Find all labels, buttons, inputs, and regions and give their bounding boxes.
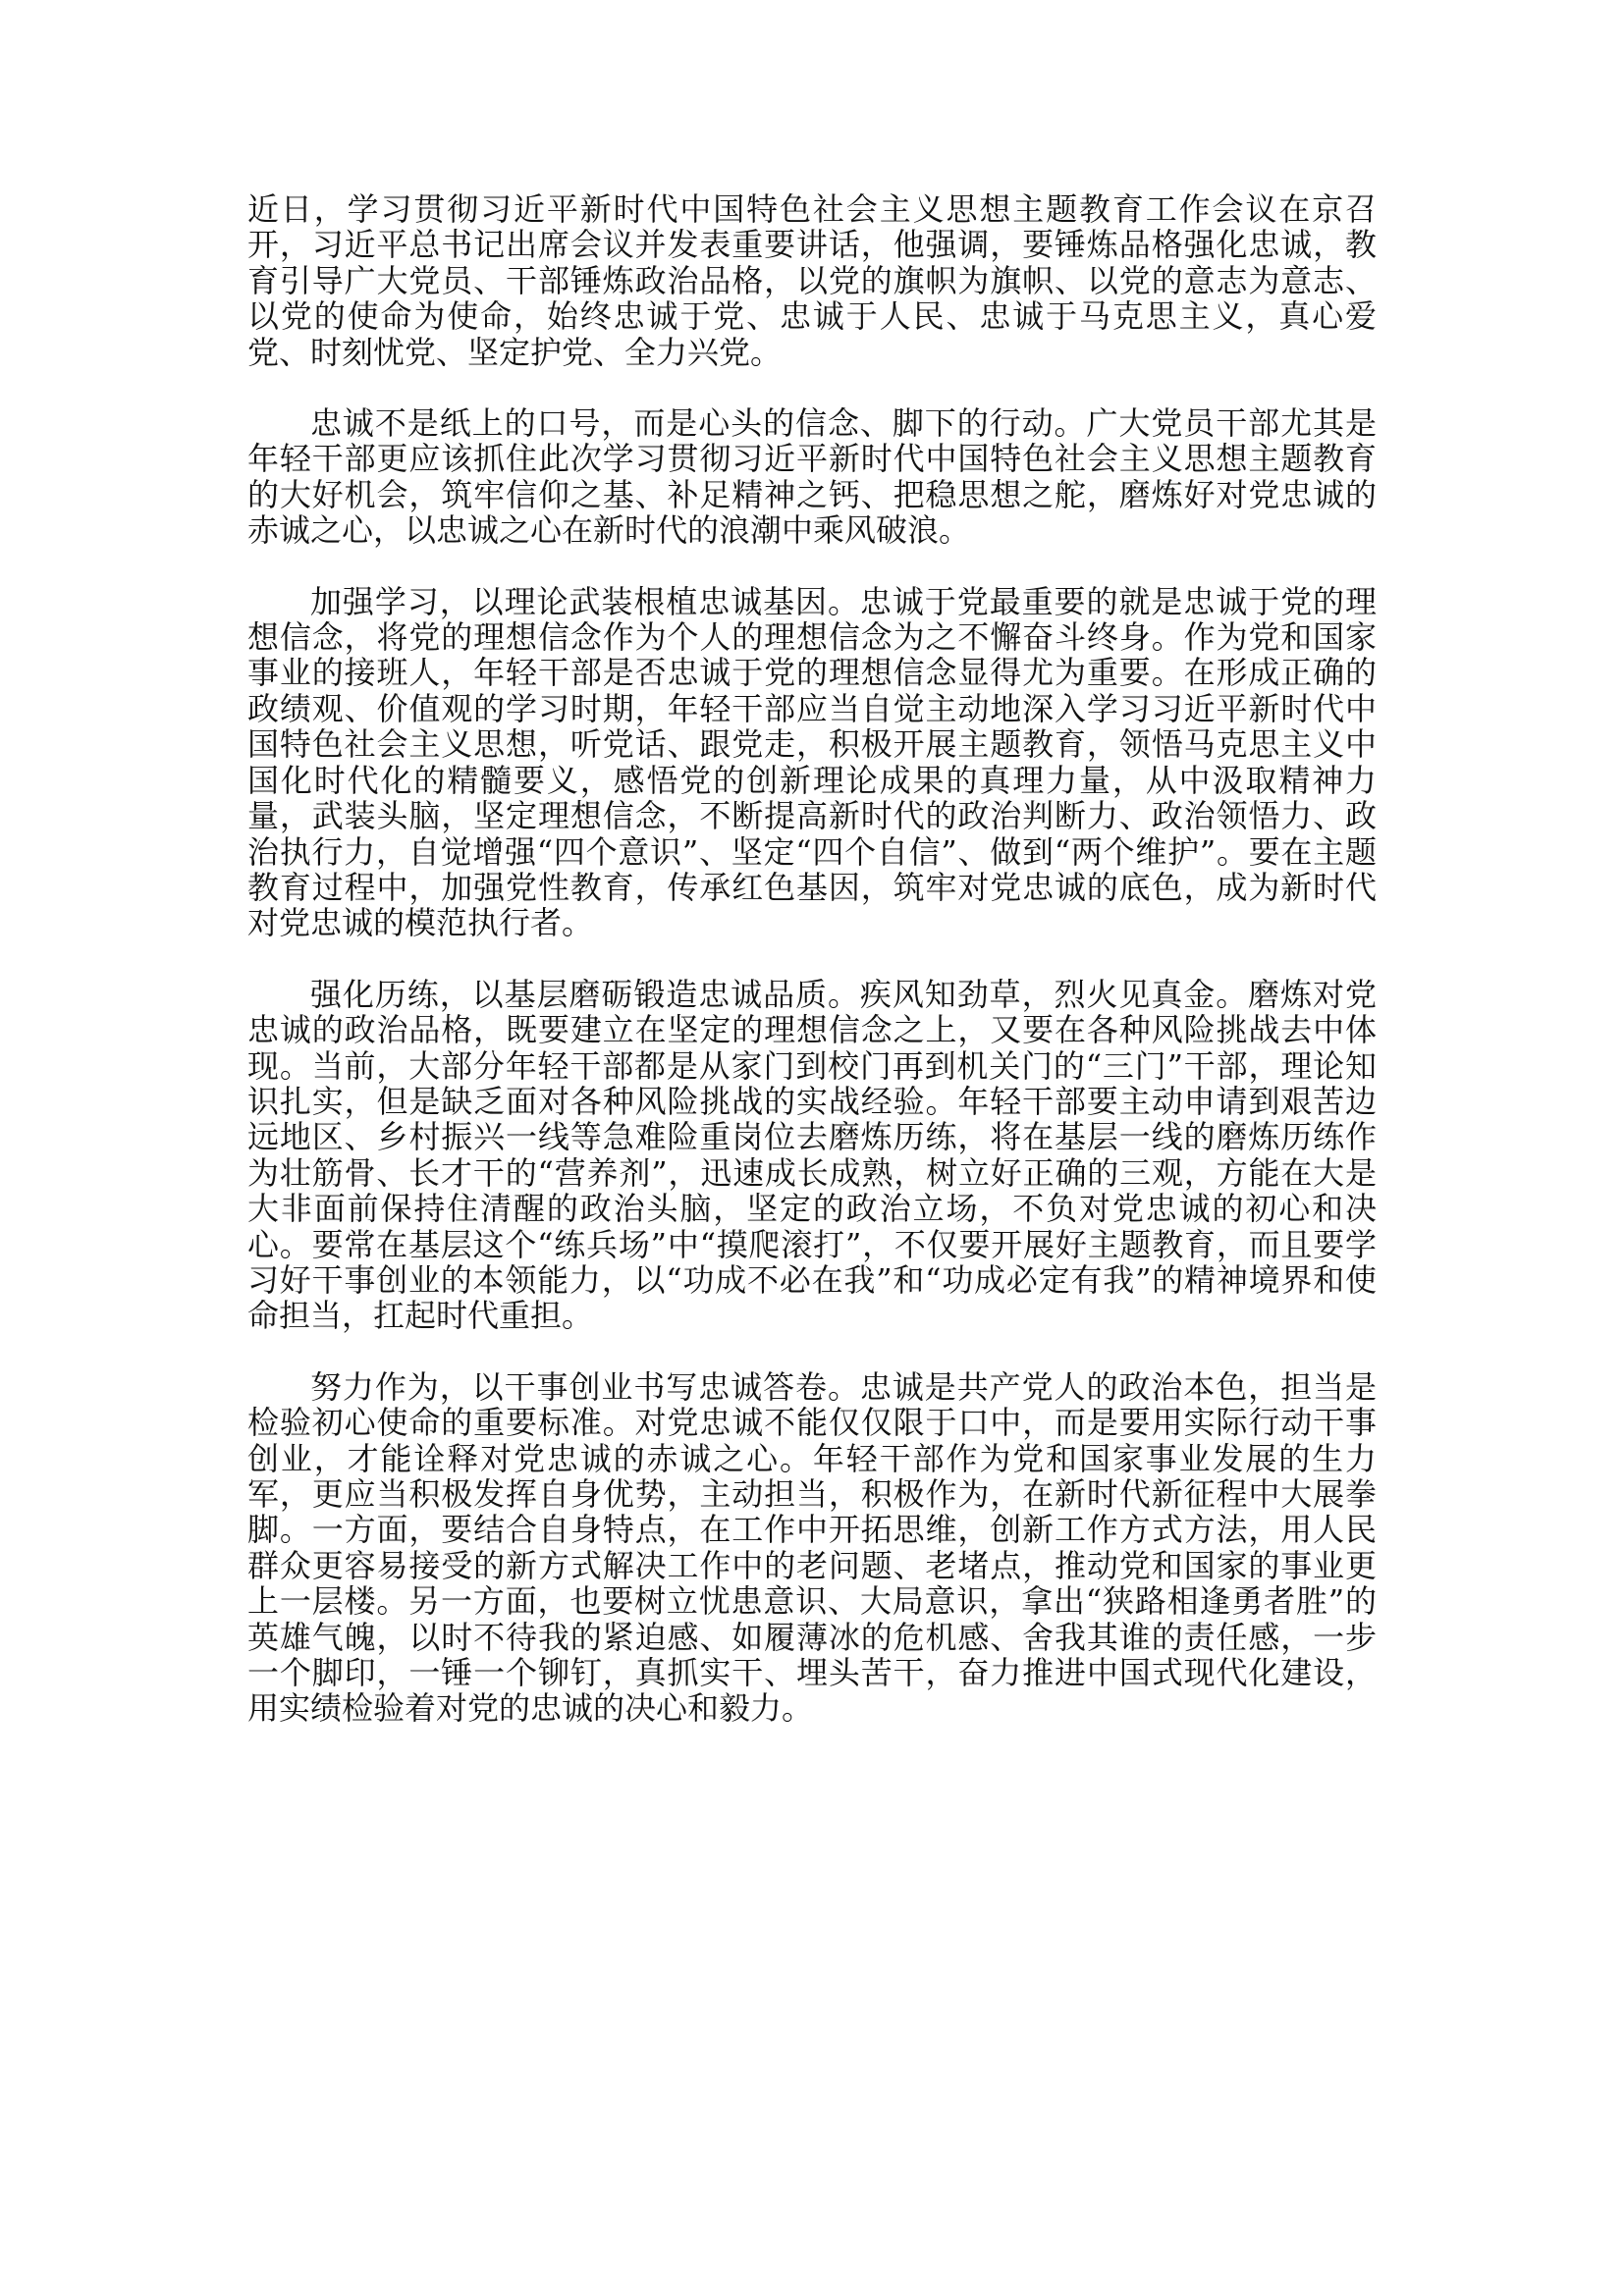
paragraph-study: 加强学习，以理论武装根植忠诚基因。忠诚于党最重要的就是忠诚于党的理想信念，将党的理想信念作为个人的理想信念为之不懈奋斗终身。作为党和国家事业的接班人，年轻干部是否忠诚于党的理想信念显得尤为重要。在形成正确的政绩观、价值观的学习时期，年轻干部应当自觉主动地深入学习习近平新时代中国特色社会主义思想，听党话、跟党走，积极开展主题教育，领悟马克思主义中国化时代化的精髓要义，感悟党的创新理论成果的真理力量，从中汲取精神力量，武装头脑，坚定理想信念，不断提高新时代的政治判断力、政治领悟力、政治执行力，自觉增强“四个意识”、坚定“四个自信”、做到“两个维护”。要在主题教育过程中，加强党性教育，传承红色基因，筑牢对党忠诚的底色，成为新时代对党忠诚的模范执行者。 — [247, 582, 1377, 942]
paragraph-action: 努力作为，以干事创业书写忠诚答卷。忠诚是共产党人的政治本色，担当是检验初心使命的重要标准。对党忠诚不能仅仅限于口中，而是要用实际行动干事创业，才能诠释对党忠诚的赤诚之心。年轻干部作为党和国家事业发展的生力军，更应当积极发挥自身优势，主动担当，积极作为，在新时代新征程中大展拳脚。一方面，要结合自身特点，在工作中开拓思维，创新工作方式方法，用人民群众更容易接受的新方式解决工作中的老问题、老堵点，推动党和国家的事业更上一层楼。另一方面，也要树立忧患意识、大局意识，拿出“狭路相逢勇者胜”的英雄气魄，以时不待我的紧迫感、如履薄冰的危机感、舍我其谁的责任感，一步一个脚印，一锤一个铆钉，真抓实干、埋头苦干，奋力推进中国式现代化建设，用实绩检验着对党的忠诚的决心和毅力。 — [247, 1367, 1377, 1728]
document-body — [247, 191, 1377, 1762]
paragraph-loyalty: 忠诚不是纸上的口号，而是心头的信念、脚下的行动。广大党员干部尤其是年轻干部更应该抓住此次学习贯彻习近平新时代中国特色社会主义思想主题教育的大好机会，筑牢信仰之基、补足精神之钙、把稳思想之舵，磨炼好对党忠诚的赤诚之心，以忠诚之心在新时代的浪潮中乘风破浪。 — [247, 404, 1377, 550]
paragraph-training: 强化历练，以基层磨砺锻造忠诚品质。疾风知劲草，烈火见真金。磨炼对党忠诚的政治品格，既要建立在坚定的理想信念之上，又要在各种风险挑战去中体现。当前，大部分年轻干部都是从家门到校门再到机关门的“三门”干部，理论知识扎实，但是缺乏面对各种风险挑战的实战经验。年轻干部要主动申请到艰苦边远地区、乡村振兴一线等急难险重岗位去磨炼历练，将在基层一线的磨炼历练作为壮筋骨、长才干的“营养剂”，迅速成长成熟，树立好正确的三观，方能在大是大非面前保持住清醒的政治头脑，坚定的政治立场，不负对党忠诚的初心和决心。要常在基层这个“练兵场”中“摸爬滚打”，不仅要开展好主题教育，而且要学习好干事创业的本领能力，以“功成不必在我”和“功成必定有我”的精神境界和使命担当，扛起时代重担。 — [247, 975, 1377, 1335]
paragraph-intro: 近日，学习贯彻习近平新时代中国特色社会主义思想主题教育工作会议在京召开，习近平总书记出席会议并发表重要讲话，他强调，要锤炼品格强化忠诚，教育引导广大党员、干部锤炼政治品格，以党的旗帜为旗帜、以党的意志为意志、以党的使命为使命，始终忠诚于党、忠诚于人民、忠诚于马克思主义，真心爱党、时刻忧党、坚定护党、全力兴党。 — [247, 190, 1377, 371]
